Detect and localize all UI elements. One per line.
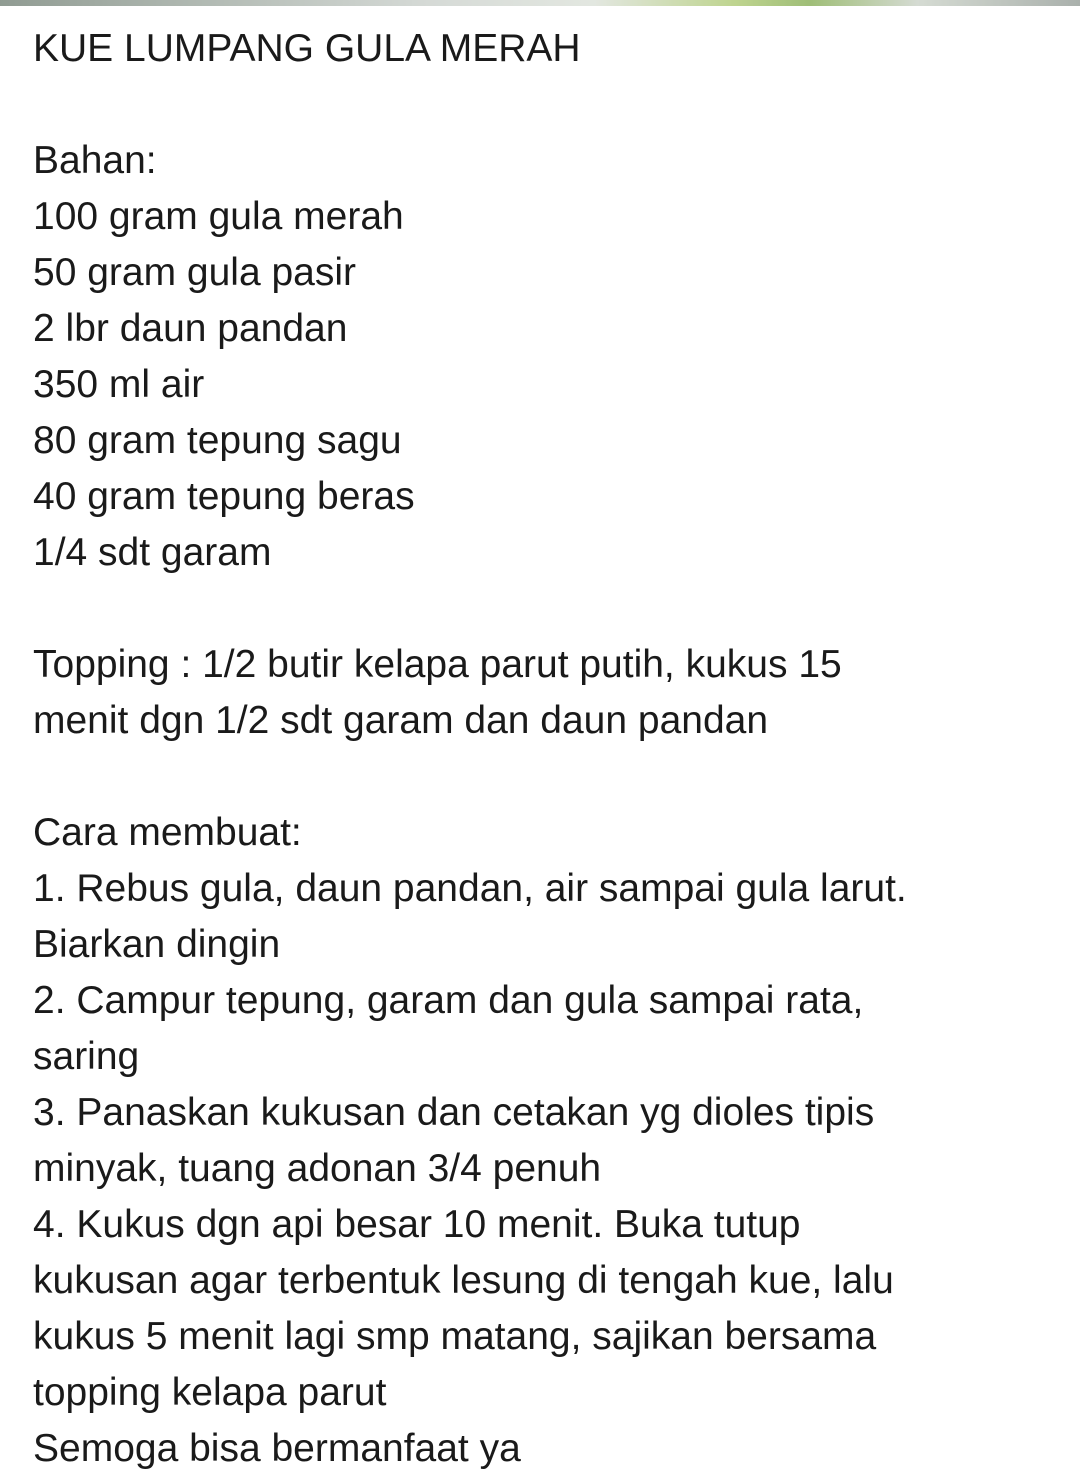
method-step: 3. Panaskan kukusan dan cetakan yg dioles tipis	[33, 1091, 875, 1134]
recipe-title: KUE LUMPANG GULA MERAH	[33, 27, 581, 70]
ingredients-heading: Bahan:	[33, 139, 157, 182]
spacer	[33, 77, 1053, 133]
method-step: kukus 5 menit lagi smp matang, sajikan bersama	[33, 1315, 877, 1358]
ingredient-item: 1/4 sdt garam	[33, 531, 272, 574]
method-step: 4. Kukus dgn api besar 10 menit. Buka tutup	[33, 1203, 801, 1246]
ingredient-item: 50 gram gula pasir	[33, 251, 357, 294]
method-step: topping kelapa parut	[33, 1371, 387, 1414]
header-image-edge	[0, 0, 1080, 6]
spacer	[33, 749, 1053, 805]
method-step: saring	[33, 1035, 140, 1078]
method-step: 1. Rebus gula, daun pandan, air sampai gula larut.	[33, 867, 907, 910]
ingredient-item: 100 gram gula merah	[33, 195, 404, 238]
spacer	[33, 581, 1053, 637]
method-step: 2. Campur tepung, garam dan gula sampai rata,	[33, 979, 864, 1022]
ingredient-item: 40 gram tepung beras	[33, 475, 415, 518]
topping-text: menit dgn 1/2 sdt garam dan daun pandan	[33, 699, 769, 742]
ingredient-item: 80 gram tepung sagu	[33, 419, 402, 462]
method-step: kukusan agar terbentuk lesung di tengah kue, lalu	[33, 1259, 894, 1302]
recipe-post-text	[33, 21, 1053, 1477]
method-step: Biarkan dingin	[33, 923, 281, 966]
ingredient-item: 350 ml air	[33, 363, 205, 406]
ingredient-item: 2 lbr daun pandan	[33, 307, 348, 350]
topping-text: Topping : 1/2 butir kelapa parut putih, kukus 15	[33, 643, 842, 686]
method-step: minyak, tuang adonan 3/4 penuh	[33, 1147, 602, 1190]
closing-text-partial: Semoga bisa bermanfaat ya	[33, 1427, 521, 1470]
method-heading: Cara membuat:	[33, 811, 302, 854]
